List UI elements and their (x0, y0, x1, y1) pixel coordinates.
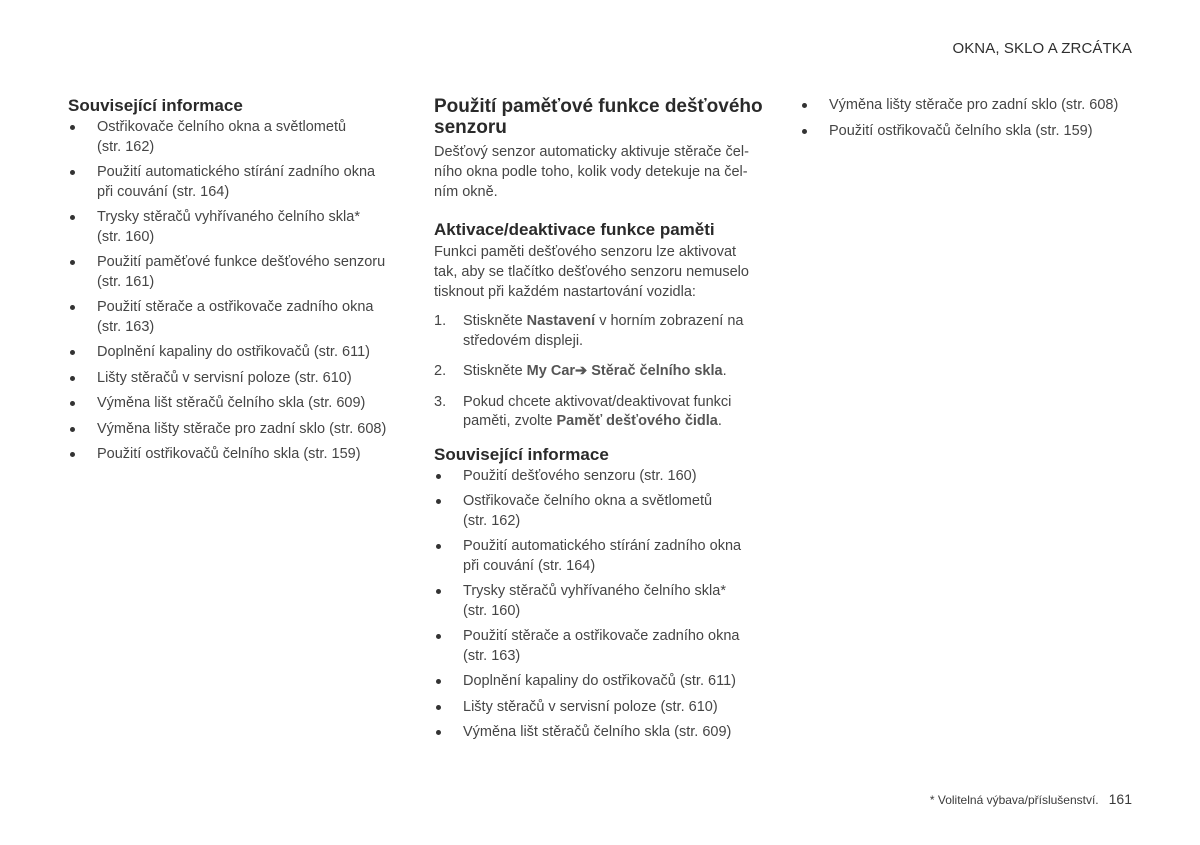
bullet-icon (436, 679, 441, 684)
list-item[interactable]: Doplnění kapaliny do ostřikovačů (str. 611) (434, 672, 769, 692)
list-item[interactable]: Použití ostřikovačů čelního skla (str. 159) (800, 122, 1130, 142)
list-item[interactable]: Trysky stěračů vyhřívaného čelního skla* (str. 160) (68, 208, 413, 247)
bullet-icon (802, 129, 807, 134)
column-middle (434, 96, 769, 749)
bullet-icon (436, 634, 441, 639)
bullet-icon (70, 305, 75, 310)
bullet-icon (802, 103, 807, 108)
list-item[interactable]: Použití automatického stírání zadního okna při couvání (str. 164) (434, 537, 769, 576)
activation-paragraph: Funkci paměti dešťového senzoru lze aktivovat tak, aby se tlačítko dešťového senzoru nemuselo tisknout při každém nastartování vozidla: (434, 244, 749, 300)
bullet-icon (436, 730, 441, 735)
bullet-icon (70, 452, 75, 457)
list-item[interactable]: Použití paměťové funkce dešťového senzoru (str. 161) (68, 253, 413, 292)
related-info-heading: Související informace (68, 96, 243, 115)
bullet-icon (436, 474, 441, 479)
rain-sensor-memory-label: Paměť dešťového čidla (556, 413, 718, 429)
list-item[interactable]: Použití stěrače a ostřikovače zadního okna (str. 163) (68, 298, 413, 337)
list-item[interactable]: Lišty stěračů v servisní poloze (str. 610) (434, 698, 769, 718)
steps-list (434, 312, 769, 432)
bullet-icon (70, 427, 75, 432)
list-item[interactable]: Použití stěrače a ostřikovače zadního okna (str. 163) (434, 627, 769, 666)
column-left (68, 96, 413, 471)
page-footer (930, 791, 1132, 807)
wiper-menu-label: Stěrač čelního skla (587, 363, 723, 379)
bullet-icon (436, 544, 441, 549)
step-item: 2. Stiskněte My Car➔ Stěrač čelního skla. (434, 363, 727, 379)
list-item[interactable]: Trysky stěračů vyhřívaného čelního skla* (str. 160) (434, 582, 769, 621)
related-info-list-continued (800, 96, 1130, 141)
step-item: 3. Pokud chcete aktivovat/deaktivovat funkci paměti, zvolte Paměť dešťového čidla. (434, 393, 732, 429)
settings-menu-label: Nastavení (526, 313, 596, 329)
list-item[interactable]: Lišty stěračů v servisní poloze (str. 610) (68, 369, 413, 389)
bullet-icon (70, 215, 75, 220)
related-info-list (434, 467, 769, 743)
related-info-list (68, 118, 413, 465)
optional-equipment-note: * Volitelná výbava/příslušenství. (929, 793, 1099, 807)
step-item: 1. Stiskněte Nastavení v horním zobrazení na středovém displeji. (434, 313, 744, 349)
related-info-heading: Související informace (434, 444, 609, 464)
bullet-icon (436, 589, 441, 594)
arrow-right-icon: ➔ (575, 363, 588, 379)
bullet-icon (70, 260, 75, 265)
list-item[interactable]: Použití automatického stírání zadního okna při couvání (str. 164) (68, 163, 413, 202)
page-number: 161 (1108, 791, 1132, 807)
intro-paragraph: Dešťový senzor automaticky aktivuje stěrače čel- ního okna podle toho, kolik vody detekuje na čel- ním okně. (434, 144, 749, 200)
bullet-icon (436, 499, 441, 504)
section-title: Použití paměťové funkce dešťového senzoru (434, 96, 763, 138)
list-item[interactable]: Výměna lišty stěrače pro zadní sklo (str. 608) (800, 96, 1130, 116)
bullet-icon (70, 350, 75, 355)
list-item[interactable]: Výměna lišt stěračů čelního skla (str. 609) (434, 723, 769, 743)
chapter-header: OKNA, SKLO A ZRCÁTKA (952, 40, 1132, 57)
activation-subheading: Aktivace/deaktivace funkce paměti (434, 220, 715, 239)
bullet-icon (70, 376, 75, 381)
list-item[interactable]: Doplnění kapaliny do ostřikovačů (str. 611) (68, 343, 413, 363)
list-item[interactable]: Ostřikovače čelního okna a světlometů (str. 162) (68, 118, 413, 157)
list-item[interactable]: Výměna lišty stěrače pro zadní sklo (str. 608) (68, 420, 413, 440)
list-item[interactable]: Výměna lišt stěračů čelního skla (str. 609) (68, 394, 413, 414)
bullet-icon (70, 401, 75, 406)
column-right (800, 96, 1130, 147)
bullet-icon (70, 125, 75, 130)
bullet-icon (436, 705, 441, 710)
list-item[interactable]: Ostřikovače čelního okna a světlometů (str. 162) (434, 492, 769, 531)
bullet-icon (70, 170, 75, 175)
my-car-menu-label: My Car (526, 363, 576, 379)
list-item[interactable]: Použití ostřikovačů čelního skla (str. 159) (68, 445, 413, 465)
list-item[interactable]: Použití dešťového senzoru (str. 160) (434, 467, 769, 487)
